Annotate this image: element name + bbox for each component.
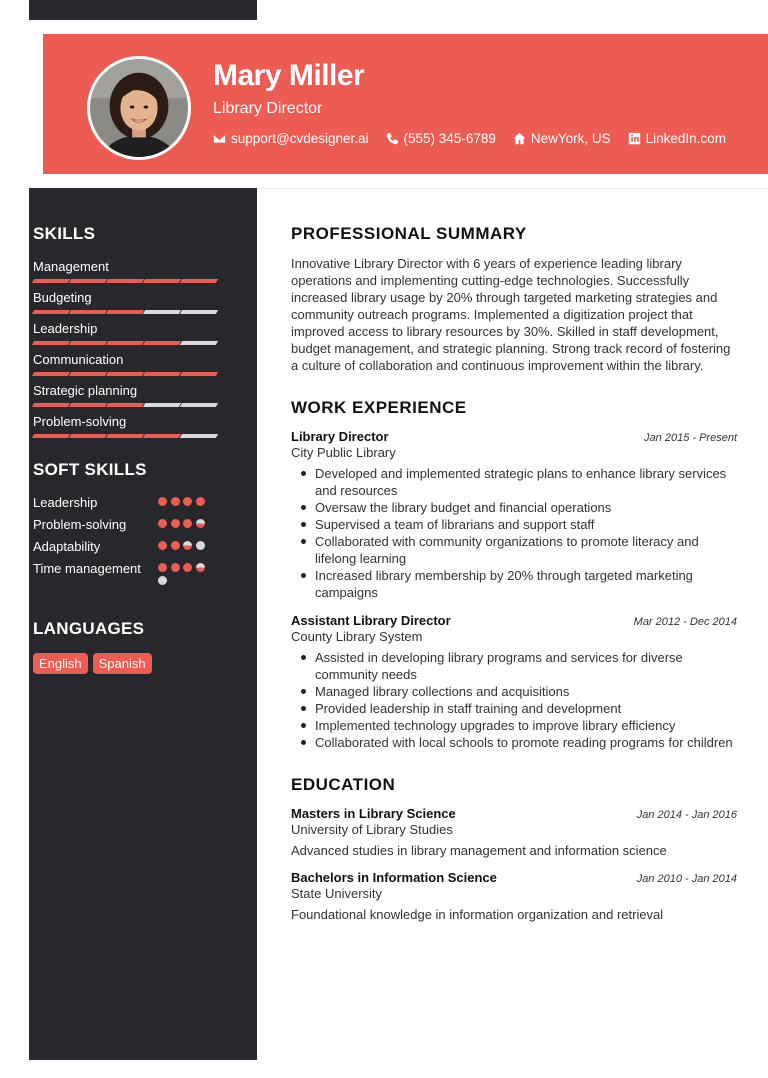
skill-bar-segment bbox=[69, 341, 107, 345]
bullet-item: Provided leadership in staff training and development bbox=[291, 700, 737, 717]
profile-photo bbox=[90, 59, 188, 157]
skills-list bbox=[33, 258, 233, 438]
soft-skills-section bbox=[33, 460, 233, 589]
envelope-icon bbox=[213, 132, 226, 145]
job-header bbox=[291, 429, 737, 444]
skill-bar-segment bbox=[106, 403, 144, 407]
phone-text: (555) 345-6789 bbox=[403, 131, 496, 146]
job-dates: Jan 2015 - Present bbox=[644, 432, 737, 444]
job-bullets bbox=[291, 649, 737, 751]
soft-skill-rating bbox=[158, 560, 218, 589]
education-section bbox=[291, 775, 737, 922]
contact-location bbox=[513, 131, 611, 146]
bullet-item: Increased library membership by 20% through targeted marketing campaigns bbox=[291, 567, 737, 601]
education-description: Advanced studies in library management and information science bbox=[291, 843, 667, 858]
rating-dot bbox=[196, 541, 205, 550]
contact-phone[interactable] bbox=[386, 131, 496, 146]
job-organization: City Public Library bbox=[291, 445, 396, 460]
candidate-title: Library Director bbox=[213, 100, 323, 117]
bullet-item: Collaborated with local schools to promote reading programs for children bbox=[291, 734, 737, 751]
skill-bar-segment bbox=[180, 310, 218, 314]
languages-heading: LANGUAGES bbox=[33, 619, 145, 638]
soft-skill-item bbox=[33, 516, 233, 533]
skill-rating-bar bbox=[33, 341, 233, 345]
language-tag: English bbox=[33, 653, 88, 674]
main-content bbox=[291, 224, 737, 934]
rating-dot bbox=[171, 497, 180, 506]
languages-section bbox=[33, 619, 233, 674]
rating-dot bbox=[196, 563, 205, 572]
rating-dot bbox=[158, 497, 167, 506]
bullet-item: Assisted in developing library programs and services for diverse community needs bbox=[291, 649, 737, 683]
skill-item bbox=[33, 351, 233, 376]
skill-bar-segment bbox=[180, 372, 218, 376]
skill-item bbox=[33, 258, 233, 283]
avatar bbox=[87, 56, 191, 160]
skill-bar-segment bbox=[106, 372, 144, 376]
phone-icon bbox=[386, 132, 399, 145]
skill-label: Strategic planning bbox=[33, 383, 138, 398]
home-icon bbox=[513, 132, 526, 145]
resume-header bbox=[29, 20, 768, 188]
bullet-item: Developed and implemented strategic plans to enhance library services and resources bbox=[291, 465, 737, 499]
sidebar bbox=[33, 224, 233, 674]
skills-heading: SKILLS bbox=[33, 224, 96, 243]
skill-bar-segment bbox=[32, 403, 70, 407]
skill-bar-segment bbox=[143, 372, 181, 376]
rating-dot bbox=[183, 541, 192, 550]
job-bullets bbox=[291, 465, 737, 601]
soft-skills-heading: SOFT SKILLS bbox=[33, 460, 147, 479]
school-name: University of Library Studies bbox=[291, 822, 453, 837]
job-header bbox=[291, 613, 737, 628]
skill-bar-segment bbox=[143, 279, 181, 283]
skill-bar-segment bbox=[143, 434, 181, 438]
skill-rating-bar bbox=[33, 279, 233, 283]
experience-list bbox=[291, 429, 737, 751]
soft-skill-item bbox=[33, 538, 233, 555]
skill-rating-bar bbox=[33, 403, 233, 407]
bullet-item: Managed library collections and acquisitions bbox=[291, 683, 737, 700]
skill-rating-bar bbox=[33, 434, 233, 438]
skill-bar-segment bbox=[69, 310, 107, 314]
bullet-item: Collaborated with community organizations to promote literacy and lifelong learning bbox=[291, 533, 737, 567]
skill-rating-bar bbox=[33, 372, 233, 376]
job-title: Library Director bbox=[291, 429, 389, 444]
skill-bar-segment bbox=[180, 434, 218, 438]
job-entry bbox=[291, 429, 737, 601]
rating-dot bbox=[183, 563, 192, 572]
skill-label: Budgeting bbox=[33, 290, 92, 305]
rating-dot bbox=[183, 497, 192, 506]
skill-bar-segment bbox=[106, 341, 144, 345]
rating-dot bbox=[196, 519, 205, 528]
contact-linkedin[interactable] bbox=[628, 131, 726, 146]
soft-skill-rating bbox=[158, 494, 218, 510]
education-dates: Jan 2010 - Jan 2014 bbox=[636, 873, 737, 885]
language-tag: Spanish bbox=[93, 653, 152, 674]
skill-item bbox=[33, 320, 233, 345]
skill-item bbox=[33, 413, 233, 438]
skill-bar-segment bbox=[69, 434, 107, 438]
soft-skill-rating bbox=[158, 538, 218, 554]
skill-bar-segment bbox=[69, 403, 107, 407]
rating-dot bbox=[158, 519, 167, 528]
rating-dot bbox=[158, 563, 167, 572]
skill-bar-segment bbox=[106, 279, 144, 283]
skill-bar-segment bbox=[32, 310, 70, 314]
skill-bar-segment bbox=[32, 341, 70, 345]
experience-section bbox=[291, 398, 737, 751]
degree-title: Bachelors in Information Science bbox=[291, 870, 497, 885]
education-description: Foundational knowledge in information organization and retrieval bbox=[291, 907, 664, 922]
skill-bar-segment bbox=[69, 279, 107, 283]
skill-bar-segment bbox=[32, 279, 70, 283]
soft-skills-list bbox=[33, 494, 233, 589]
job-dates: Mar 2012 - Dec 2014 bbox=[633, 616, 737, 628]
contact-email[interactable] bbox=[213, 131, 369, 146]
education-header bbox=[291, 870, 737, 885]
skill-bar-segment bbox=[32, 434, 70, 438]
degree-title: Masters in Library Science bbox=[291, 806, 456, 821]
soft-skill-label: Adaptability bbox=[33, 539, 101, 554]
skill-item bbox=[33, 382, 233, 407]
skill-bar-segment bbox=[69, 372, 107, 376]
skill-label: Communication bbox=[33, 352, 124, 367]
skill-bar-segment bbox=[180, 279, 218, 283]
bullet-item: Supervised a team of librarians and support staff bbox=[291, 516, 737, 533]
bullet-item: Implemented technology upgrades to improve library efficiency bbox=[291, 717, 737, 734]
skill-bar-segment bbox=[143, 403, 181, 407]
job-title: Assistant Library Director bbox=[291, 613, 451, 628]
skill-bar-segment bbox=[180, 341, 218, 345]
job-entry bbox=[291, 613, 737, 751]
rating-dot bbox=[183, 519, 192, 528]
education-list bbox=[291, 806, 737, 922]
summary-text: Innovative Library Director with 6 years of experience leading library operations and implementing cutting-edge technologies. Successfully increased library usage by 20% through targeted marketing strategies and community outreach programs. Implemented a digitization project that improved access to library resources by 30%. Skilled in staff development, budget management, and strategic planning. Strong track record of fostering a culture of collaboration and continuous improvement within the library. bbox=[291, 256, 731, 373]
soft-skill-rating bbox=[158, 516, 218, 532]
candidate-name: Mary Miller bbox=[213, 59, 365, 92]
soft-skill-label: Time management bbox=[33, 561, 141, 576]
location-text: NewYork, US bbox=[530, 131, 611, 146]
rating-dot bbox=[158, 576, 167, 585]
rating-dot bbox=[171, 541, 180, 550]
experience-heading: WORK EXPERIENCE bbox=[291, 398, 467, 417]
soft-skill-label: Problem-solving bbox=[33, 517, 127, 532]
contact-bar bbox=[213, 131, 743, 146]
linkedin-text: LinkedIn.com bbox=[645, 131, 726, 146]
rating-dot bbox=[171, 563, 180, 572]
soft-skill-label: Leadership bbox=[33, 495, 98, 510]
rating-dot bbox=[196, 497, 205, 506]
skill-label: Problem-solving bbox=[33, 414, 127, 429]
skill-item bbox=[33, 289, 233, 314]
rating-dot bbox=[158, 541, 167, 550]
skill-bar-segment bbox=[180, 403, 218, 407]
soft-skill-item bbox=[33, 494, 233, 511]
email-text: support@cvdesigner.ai bbox=[231, 131, 369, 146]
skill-bar-segment bbox=[32, 372, 70, 376]
education-entry bbox=[291, 870, 737, 922]
education-heading: EDUCATION bbox=[291, 775, 396, 794]
school-name: State University bbox=[291, 886, 383, 901]
rating-dot bbox=[171, 519, 180, 528]
skill-bar-segment bbox=[106, 310, 144, 314]
skill-label: Leadership bbox=[33, 321, 98, 336]
skill-bar-segment bbox=[143, 341, 181, 345]
education-dates: Jan 2014 - Jan 2016 bbox=[636, 809, 737, 821]
skill-rating-bar bbox=[33, 310, 233, 314]
linkedin-icon bbox=[628, 132, 641, 145]
bullet-item: Oversaw the library budget and financial operations bbox=[291, 499, 737, 516]
education-entry bbox=[291, 806, 737, 858]
summary-heading: PROFESSIONAL SUMMARY bbox=[291, 224, 527, 243]
header-divider bbox=[257, 188, 768, 189]
skill-bar-segment bbox=[106, 434, 144, 438]
skill-bar-segment bbox=[143, 310, 181, 314]
education-header bbox=[291, 806, 737, 821]
languages-list bbox=[33, 653, 233, 674]
soft-skill-item bbox=[33, 560, 233, 589]
job-organization: County Library System bbox=[291, 629, 423, 644]
skill-label: Management bbox=[33, 259, 109, 274]
